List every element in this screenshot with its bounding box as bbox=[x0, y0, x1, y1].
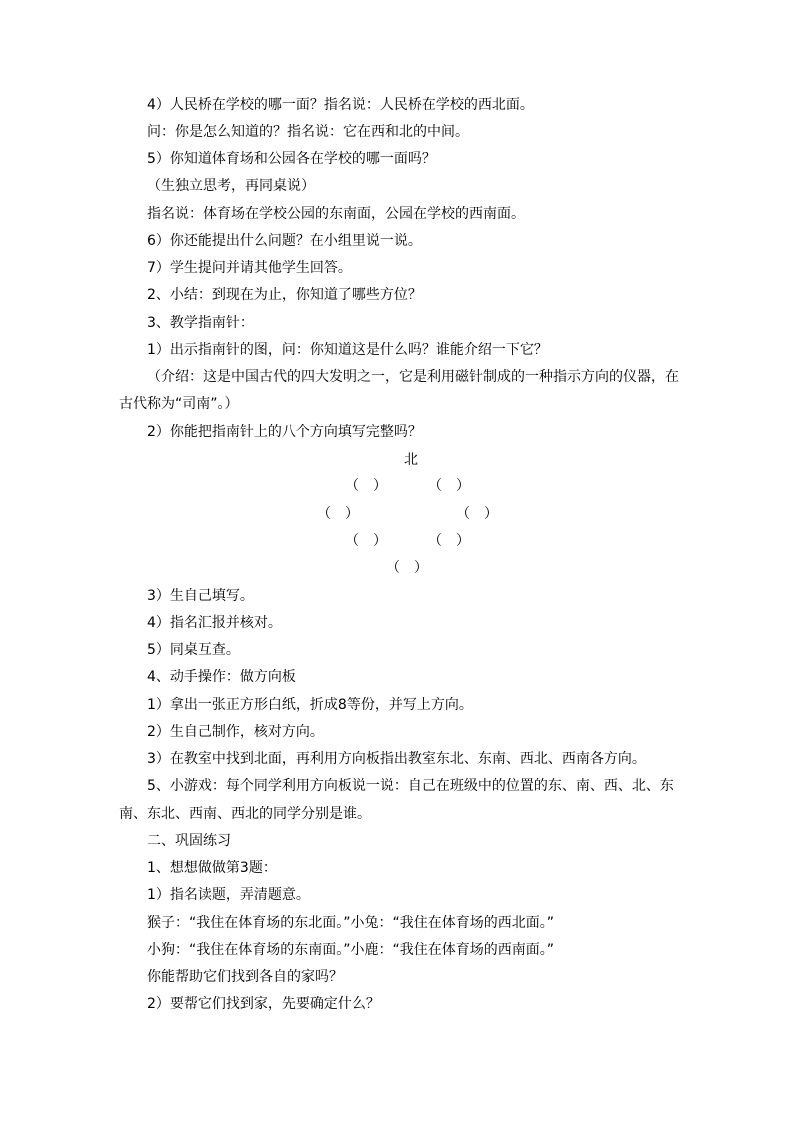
text-line: 古代称为“司南”。） bbox=[119, 396, 239, 412]
text-line: 2）你能把指南针上的八个方向填写完整吗？ bbox=[147, 424, 422, 440]
text-line: 2、小结：到现在为止，你知道了哪些方位？ bbox=[147, 287, 422, 303]
text-line: 你能帮助它们找到各自的家吗？ bbox=[147, 969, 343, 985]
compass-north-label: 北 bbox=[404, 452, 418, 468]
text-line: 1）指名读题，弄清题意。 bbox=[147, 887, 310, 903]
compass-blank-south: （ ） bbox=[386, 560, 428, 576]
compass-blank-west: （ ） bbox=[317, 506, 359, 522]
text-line: 6）你还能提出什么问题？在小组里说一说。 bbox=[147, 233, 422, 249]
text-line: 猴子：“我住在体育场的东北面。”小兔：“我住在体育场的西北面。” bbox=[147, 915, 555, 931]
text-line: 2）要帮它们找到家，先要确定什么？ bbox=[147, 996, 380, 1012]
text-line: 5）你知道体育场和公园各在学校的哪一面吗？ bbox=[147, 151, 436, 167]
text-line: 4）人民桥在学校的哪一面？指名说：人民桥在学校的西北面。 bbox=[147, 97, 534, 113]
text-line: 4、动手操作：做方向板 bbox=[147, 669, 296, 685]
text-line: 指名说：体育场在学校公园的东南面，公园在学校的西南面。 bbox=[147, 206, 525, 222]
text-line: 1）出示指南针的图，问：你知道这是什么吗？谁能介绍一下它？ bbox=[147, 342, 548, 358]
text-line: 3）生自己填写。 bbox=[147, 588, 254, 604]
compass-blank-southwest: （ ） bbox=[345, 533, 387, 549]
text-line: 3）在教室中找到北面，再利用方向板指出教室东北、东南、西北、西南各方向。 bbox=[147, 751, 646, 767]
text-line: 5、小游戏：每个同学利用方向板说一说：自己在班级中的位置的东、南、西、北、东 bbox=[147, 778, 674, 794]
compass-blank-northeast: （ ） bbox=[428, 478, 470, 494]
text-line: 问：你是怎么知道的？指名说：它在西和北的中间。 bbox=[147, 124, 469, 140]
section-heading: 二、巩固练习 bbox=[147, 833, 231, 849]
text-line: 2）生自己制作，核对方向。 bbox=[147, 724, 324, 740]
text-line: （生独立思考，再同桌说） bbox=[147, 178, 315, 194]
text-line: 4）指名汇报并核对。 bbox=[147, 615, 282, 631]
compass-blank-east: （ ） bbox=[456, 506, 498, 522]
text-line: （介绍：这是中国古代的四大发明之一，它是利用磁针制成的一种指示方向的仪器，在 bbox=[147, 369, 679, 385]
text-line: 7）学生提问并请其他学生回答。 bbox=[147, 260, 352, 276]
text-line: 小狗：“我住在体育场的东南面。”小鹿：“我住在体育场的西南面。” bbox=[147, 942, 555, 958]
text-line: 1、想想做做第3题： bbox=[147, 860, 277, 876]
text-line: 3、教学指南针： bbox=[147, 315, 254, 331]
compass-blank-southeast: （ ） bbox=[428, 533, 470, 549]
text-line: 5）同桌互查。 bbox=[147, 642, 240, 658]
text-line: 1）拿出一张正方形白纸，折成8等份，并写上方向。 bbox=[147, 697, 473, 713]
text-line: 南、东北、西南、西北的同学分别是谁。 bbox=[119, 806, 371, 822]
compass-blank-northwest: （ ） bbox=[345, 478, 387, 494]
